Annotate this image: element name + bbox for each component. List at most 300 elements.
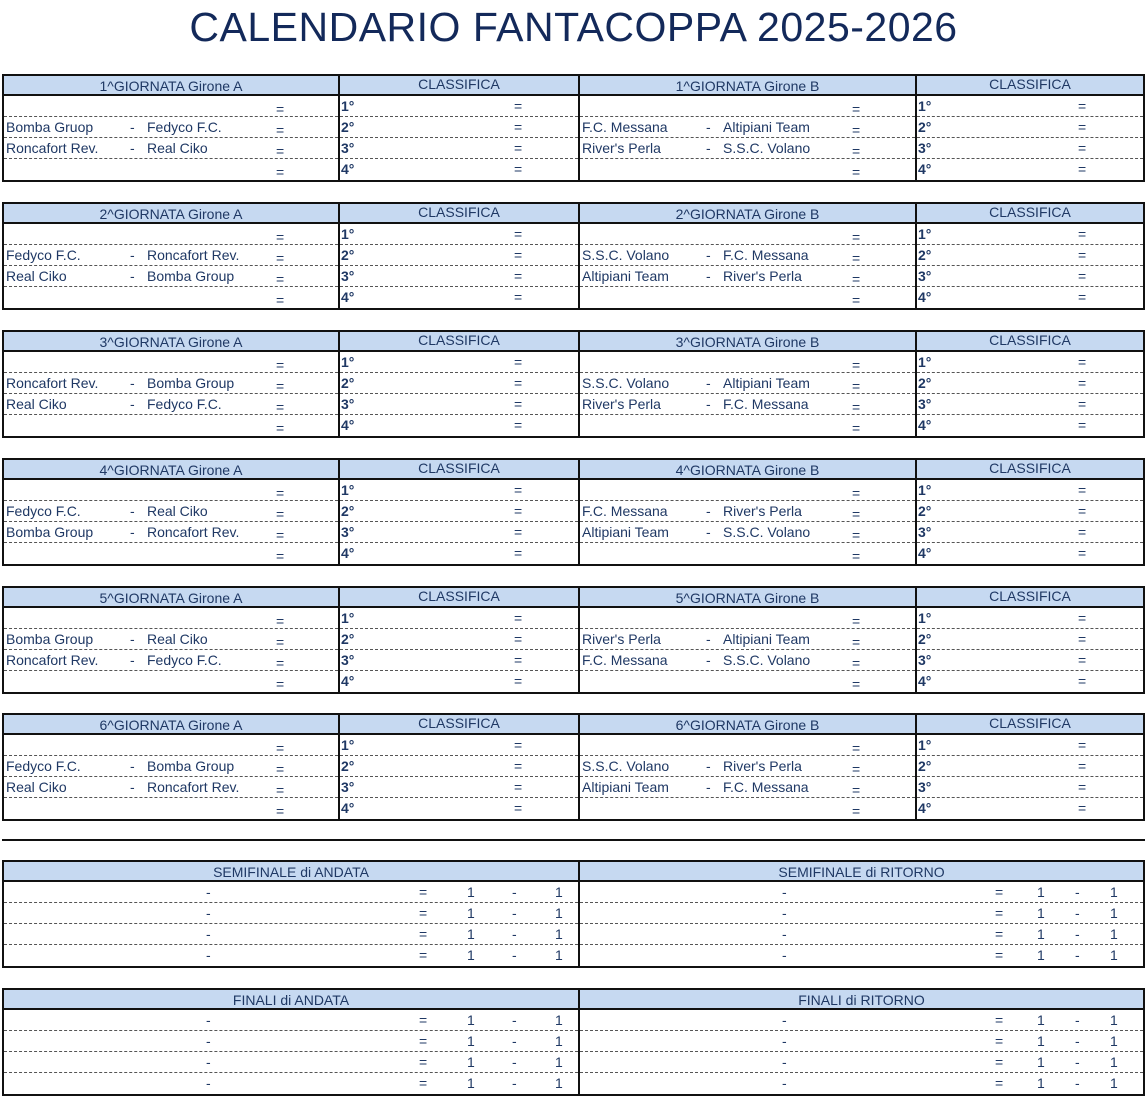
points-equals: =: [514, 610, 523, 626]
score-equals: =: [852, 357, 861, 373]
score-equals: =: [419, 905, 428, 921]
standings-row: [917, 287, 1143, 308]
vs-separator: -: [206, 884, 211, 900]
knockout-row: [4, 945, 578, 966]
away-score: 1: [1110, 1054, 1118, 1070]
right-knockout-box: [578, 988, 1145, 1096]
fixture-row: [580, 373, 915, 394]
position-label: 4°: [918, 800, 932, 816]
fixture-row: [4, 735, 338, 756]
standings-row: [340, 287, 578, 308]
score-equals: =: [852, 761, 861, 777]
away-team: S.S.C. Volano: [723, 140, 811, 156]
standings-row: [340, 159, 578, 180]
home-team: Roncafort Rev.: [6, 375, 99, 391]
standings-row: [340, 224, 578, 245]
vs-separator: -: [130, 247, 135, 263]
home-team: Fedyco F.C.: [6, 758, 81, 774]
fixture-row: [4, 245, 338, 266]
score-separator: -: [1075, 947, 1080, 963]
section-divider: [2, 839, 1145, 841]
group-b-round-title: 4^GIORNATA Girone B: [580, 460, 915, 480]
score-equals: =: [276, 740, 285, 756]
vs-separator: -: [130, 652, 135, 668]
group-b-standings-box: [915, 74, 1145, 182]
score-equals: =: [276, 399, 285, 415]
fixture-row: [4, 501, 338, 522]
home-score: 1: [1037, 1033, 1045, 1049]
standings-row: [340, 543, 578, 564]
away-team: Fedyco F.C.: [147, 652, 222, 668]
group-a-standings-box: [338, 202, 578, 310]
score-equals: =: [419, 884, 428, 900]
fixture-row: [4, 756, 338, 777]
standings-row: [340, 117, 578, 138]
score-separator: -: [1075, 905, 1080, 921]
vs-separator: -: [706, 758, 711, 774]
score-equals: =: [852, 271, 861, 287]
fixture-row: [580, 394, 915, 415]
fixture-row: [4, 777, 338, 798]
away-team: River's Perla: [723, 268, 802, 284]
points-equals: =: [514, 545, 523, 561]
score-equals: =: [852, 485, 861, 501]
position-label: 1°: [341, 737, 355, 753]
group-b-standings-box: [915, 330, 1145, 438]
home-team: Altipiani Team: [582, 268, 669, 284]
points-equals: =: [1078, 779, 1087, 795]
position-label: 1°: [918, 98, 932, 114]
home-team: Fedyco F.C.: [6, 503, 81, 519]
vs-separator: -: [706, 652, 711, 668]
away-score: 1: [1110, 1033, 1118, 1049]
away-team: Altipiani Team: [723, 375, 810, 391]
vs-separator: -: [130, 140, 135, 156]
score-separator: -: [512, 1012, 517, 1028]
score-equals: =: [995, 1054, 1004, 1070]
away-score: 1: [555, 1075, 563, 1091]
position-label: 2°: [341, 631, 355, 647]
fixture-row: [4, 224, 338, 245]
score-equals: =: [995, 905, 1004, 921]
position-label: 2°: [341, 247, 355, 263]
standings-row: [917, 224, 1143, 245]
vs-separator: -: [706, 503, 711, 519]
page-title: CALENDARIO FANTACOPPA 2025-2026: [189, 4, 958, 50]
score-equals: =: [852, 655, 861, 671]
standings-title: CLASSIFICA: [917, 204, 1143, 224]
knockout-row: [4, 1052, 578, 1073]
left-knockout-box: [2, 860, 578, 968]
vs-separator: -: [706, 524, 711, 540]
group-a-standings-box: [338, 458, 578, 566]
group-a-round-title: 1^GIORNATA Girone A: [4, 76, 338, 96]
points-equals: =: [514, 758, 523, 774]
score-equals: =: [852, 506, 861, 522]
score-equals: =: [852, 548, 861, 564]
position-label: 4°: [918, 161, 932, 177]
knockout-title: SEMIFINALE di RITORNO: [580, 862, 1143, 882]
score-equals: =: [995, 884, 1004, 900]
fixture-row: [4, 287, 338, 308]
score-equals: =: [276, 420, 285, 436]
vs-separator: -: [130, 779, 135, 795]
away-team: F.C. Messana: [723, 779, 809, 795]
home-team: Roncafort Rev.: [6, 652, 99, 668]
points-equals: =: [514, 779, 523, 795]
round-block: [2, 330, 1145, 438]
home-score: 1: [1037, 926, 1045, 942]
standings-row: [917, 117, 1143, 138]
standings-title: CLASSIFICA: [340, 460, 578, 480]
position-label: 4°: [341, 289, 355, 305]
standings-row: [917, 352, 1143, 373]
points-equals: =: [514, 226, 523, 242]
points-equals: =: [1078, 673, 1087, 689]
score-equals: =: [276, 634, 285, 650]
points-equals: =: [514, 119, 523, 135]
vs-separator: -: [782, 947, 787, 963]
points-equals: =: [514, 524, 523, 540]
fixture-row: [4, 96, 338, 117]
fixture-row: [580, 480, 915, 501]
points-equals: =: [1078, 161, 1087, 177]
points-equals: =: [1078, 140, 1087, 156]
points-equals: =: [1078, 800, 1087, 816]
points-equals: =: [514, 737, 523, 753]
away-team: Real Ciko: [147, 631, 208, 647]
points-equals: =: [514, 98, 523, 114]
score-equals: =: [995, 1033, 1004, 1049]
home-team: Real Ciko: [6, 268, 67, 284]
fixture-row: [4, 394, 338, 415]
score-equals: =: [276, 122, 285, 138]
away-team: S.S.C. Volano: [723, 524, 811, 540]
home-team: River's Perla: [582, 396, 661, 412]
position-label: 1°: [918, 226, 932, 242]
home-team: Bomba Group: [6, 524, 94, 540]
away-score: 1: [555, 1054, 563, 1070]
standings-row: [917, 756, 1143, 777]
points-equals: =: [1078, 482, 1087, 498]
points-equals: =: [514, 268, 523, 284]
group-b-round-title: 6^GIORNATA Girone B: [580, 715, 915, 735]
knockout-row: [580, 903, 1143, 924]
home-team: Fedyco F.C.: [6, 247, 81, 263]
fixture-row: [4, 543, 338, 564]
score-equals: =: [852, 292, 861, 308]
standings-row: [340, 522, 578, 543]
position-label: 2°: [341, 503, 355, 519]
fixture-row: [4, 608, 338, 629]
group-a-standings-box: [338, 713, 578, 821]
position-label: 1°: [341, 482, 355, 498]
away-score: 1: [555, 884, 563, 900]
home-team: Bomba Gruop: [6, 119, 94, 135]
position-label: 2°: [918, 758, 932, 774]
standings-row: [917, 480, 1143, 501]
group-b-fixtures-box: [578, 74, 915, 182]
away-team: River's Perla: [723, 503, 802, 519]
home-team: F.C. Messana: [582, 119, 668, 135]
standings-title: CLASSIFICA: [340, 332, 578, 352]
points-equals: =: [514, 140, 523, 156]
position-label: 4°: [918, 673, 932, 689]
fixture-row: [4, 671, 338, 692]
points-equals: =: [1078, 737, 1087, 753]
vs-separator: -: [130, 268, 135, 284]
fixture-row: [580, 543, 915, 564]
score-equals: =: [995, 1075, 1004, 1091]
points-equals: =: [1078, 652, 1087, 668]
score-equals: =: [852, 122, 861, 138]
standings-row: [917, 543, 1143, 564]
standings-row: [917, 777, 1143, 798]
standings-row: [340, 608, 578, 629]
score-equals: =: [276, 229, 285, 245]
standings-row: [340, 671, 578, 692]
home-score: 1: [467, 926, 475, 942]
vs-separator: -: [130, 758, 135, 774]
standings-row: [340, 480, 578, 501]
fixture-row: [580, 138, 915, 159]
knockout-row: [580, 882, 1143, 903]
home-team: Roncafort Rev.: [6, 140, 99, 156]
score-equals: =: [276, 250, 285, 266]
group-a-standings-box: [338, 330, 578, 438]
group-b-round-title: 1^GIORNATA Girone B: [580, 76, 915, 96]
away-score: 1: [1110, 905, 1118, 921]
knockout-row: [580, 1031, 1143, 1052]
round-block: [2, 713, 1145, 821]
knockout-block: [2, 988, 1145, 1096]
position-label: 1°: [341, 610, 355, 626]
vs-separator: -: [782, 1012, 787, 1028]
position-label: 4°: [341, 545, 355, 561]
standings-title: CLASSIFICA: [917, 715, 1143, 735]
round-block: [2, 586, 1145, 694]
group-a-fixtures-box: [2, 202, 338, 310]
standings-row: [917, 735, 1143, 756]
fixture-row: [580, 245, 915, 266]
points-equals: =: [1078, 545, 1087, 561]
standings-row: [340, 352, 578, 373]
group-a-fixtures-box: [2, 74, 338, 182]
score-equals: =: [852, 399, 861, 415]
home-team: Bomba Group: [6, 631, 94, 647]
away-score: 1: [1110, 1012, 1118, 1028]
home-score: 1: [467, 1075, 475, 1091]
away-team: F.C. Messana: [723, 247, 809, 263]
fixture-row: [580, 756, 915, 777]
group-a-round-title: 4^GIORNATA Girone A: [4, 460, 338, 480]
score-separator: -: [512, 947, 517, 963]
score-equals: =: [852, 378, 861, 394]
fixture-row: [4, 798, 338, 819]
points-equals: =: [1078, 375, 1087, 391]
standings-row: [917, 373, 1143, 394]
position-label: 1°: [918, 737, 932, 753]
vs-separator: -: [206, 905, 211, 921]
score-equals: =: [276, 378, 285, 394]
knockout-block: [2, 860, 1145, 968]
score-equals: =: [276, 271, 285, 287]
position-label: 3°: [341, 268, 355, 284]
position-label: 4°: [341, 161, 355, 177]
points-equals: =: [514, 289, 523, 305]
standings-row: [340, 394, 578, 415]
vs-separator: -: [706, 631, 711, 647]
vs-separator: -: [782, 1033, 787, 1049]
away-team: Altipiani Team: [723, 631, 810, 647]
score-equals: =: [276, 548, 285, 564]
vs-separator: -: [782, 1075, 787, 1091]
points-equals: =: [1078, 354, 1087, 370]
fixture-row: [4, 138, 338, 159]
standings-row: [917, 266, 1143, 287]
score-separator: -: [1075, 1054, 1080, 1070]
standings-row: [340, 266, 578, 287]
standings-row: [340, 756, 578, 777]
standings-title: CLASSIFICA: [340, 588, 578, 608]
standings-row: [340, 373, 578, 394]
home-score: 1: [467, 1054, 475, 1070]
vs-separator: -: [206, 947, 211, 963]
knockout-row: [4, 903, 578, 924]
knockout-row: [4, 924, 578, 945]
vs-separator: -: [130, 396, 135, 412]
points-equals: =: [1078, 226, 1087, 242]
score-separator: -: [512, 1075, 517, 1091]
away-team: Altipiani Team: [723, 119, 810, 135]
score-separator: -: [1075, 1075, 1080, 1091]
away-team: Bomba Group: [147, 268, 235, 284]
points-equals: =: [1078, 524, 1087, 540]
score-equals: =: [852, 164, 861, 180]
home-team: Real Ciko: [6, 396, 67, 412]
home-score: 1: [467, 1012, 475, 1028]
away-team: Real Ciko: [147, 503, 208, 519]
score-equals: =: [419, 1012, 428, 1028]
home-team: S.S.C. Volano: [582, 247, 670, 263]
standings-row: [340, 777, 578, 798]
score-equals: =: [419, 1054, 428, 1070]
standings-row: [917, 96, 1143, 117]
score-separator: -: [512, 1033, 517, 1049]
away-score: 1: [1110, 884, 1118, 900]
points-equals: =: [1078, 503, 1087, 519]
score-equals: =: [852, 527, 861, 543]
home-score: 1: [1037, 1075, 1045, 1091]
points-equals: =: [1078, 268, 1087, 284]
standings-row: [340, 96, 578, 117]
group-a-fixtures-box: [2, 458, 338, 566]
position-label: 2°: [341, 758, 355, 774]
position-label: 4°: [918, 417, 932, 433]
group-b-standings-box: [915, 586, 1145, 694]
fixture-row: [580, 629, 915, 650]
away-team: Roncafort Rev.: [147, 779, 240, 795]
vs-separator: -: [706, 119, 711, 135]
fixture-row: [580, 501, 915, 522]
group-a-fixtures-box: [2, 330, 338, 438]
group-a-round-title: 5^GIORNATA Girone A: [4, 588, 338, 608]
position-label: 3°: [341, 524, 355, 540]
fixture-row: [4, 373, 338, 394]
group-b-standings-box: [915, 458, 1145, 566]
vs-separator: -: [130, 375, 135, 391]
score-equals: =: [276, 613, 285, 629]
away-team: Bomba Group: [147, 375, 235, 391]
vs-separator: -: [206, 1054, 211, 1070]
knockout-row: [580, 945, 1143, 966]
position-label: 3°: [918, 140, 932, 156]
standings-title: CLASSIFICA: [917, 460, 1143, 480]
home-score: 1: [1037, 947, 1045, 963]
score-equals: =: [995, 926, 1004, 942]
score-equals: =: [276, 485, 285, 501]
position-label: 4°: [918, 545, 932, 561]
knockout-row: [4, 1031, 578, 1052]
away-team: River's Perla: [723, 758, 802, 774]
points-equals: =: [1078, 289, 1087, 305]
knockout-row: [580, 1052, 1143, 1073]
fixture-row: [4, 522, 338, 543]
group-b-round-title: 2^GIORNATA Girone B: [580, 204, 915, 224]
fixture-row: [580, 117, 915, 138]
fixture-row: [580, 522, 915, 543]
knockout-row: [580, 924, 1143, 945]
score-equals: =: [276, 357, 285, 373]
away-score: 1: [555, 926, 563, 942]
standings-row: [340, 245, 578, 266]
position-label: 4°: [918, 289, 932, 305]
knockout-row: [4, 1010, 578, 1031]
score-equals: =: [995, 1012, 1004, 1028]
standings-row: [917, 629, 1143, 650]
score-equals: =: [419, 947, 428, 963]
away-team: F.C. Messana: [723, 396, 809, 412]
vs-separator: -: [782, 926, 787, 942]
score-separator: -: [512, 905, 517, 921]
knockout-title: SEMIFINALE di ANDATA: [4, 862, 578, 882]
away-score: 1: [555, 947, 563, 963]
vs-separator: -: [130, 119, 135, 135]
score-equals: =: [276, 164, 285, 180]
points-equals: =: [514, 652, 523, 668]
position-label: 2°: [918, 375, 932, 391]
fixture-row: [580, 650, 915, 671]
points-equals: =: [1078, 758, 1087, 774]
knockout-title: FINALI di RITORNO: [580, 990, 1143, 1010]
fixture-row: [580, 608, 915, 629]
position-label: 4°: [341, 417, 355, 433]
home-team: Real Ciko: [6, 779, 67, 795]
position-label: 1°: [341, 98, 355, 114]
vs-separator: -: [706, 375, 711, 391]
score-equals: =: [852, 101, 861, 117]
points-equals: =: [1078, 631, 1087, 647]
away-score: 1: [555, 1012, 563, 1028]
standings-row: [340, 629, 578, 650]
score-equals: =: [852, 250, 861, 266]
vs-separator: -: [206, 926, 211, 942]
standings-row: [917, 501, 1143, 522]
group-b-standings-box: [915, 713, 1145, 821]
home-score: 1: [467, 884, 475, 900]
knockout-row: [4, 1073, 578, 1094]
home-team: S.S.C. Volano: [582, 375, 670, 391]
